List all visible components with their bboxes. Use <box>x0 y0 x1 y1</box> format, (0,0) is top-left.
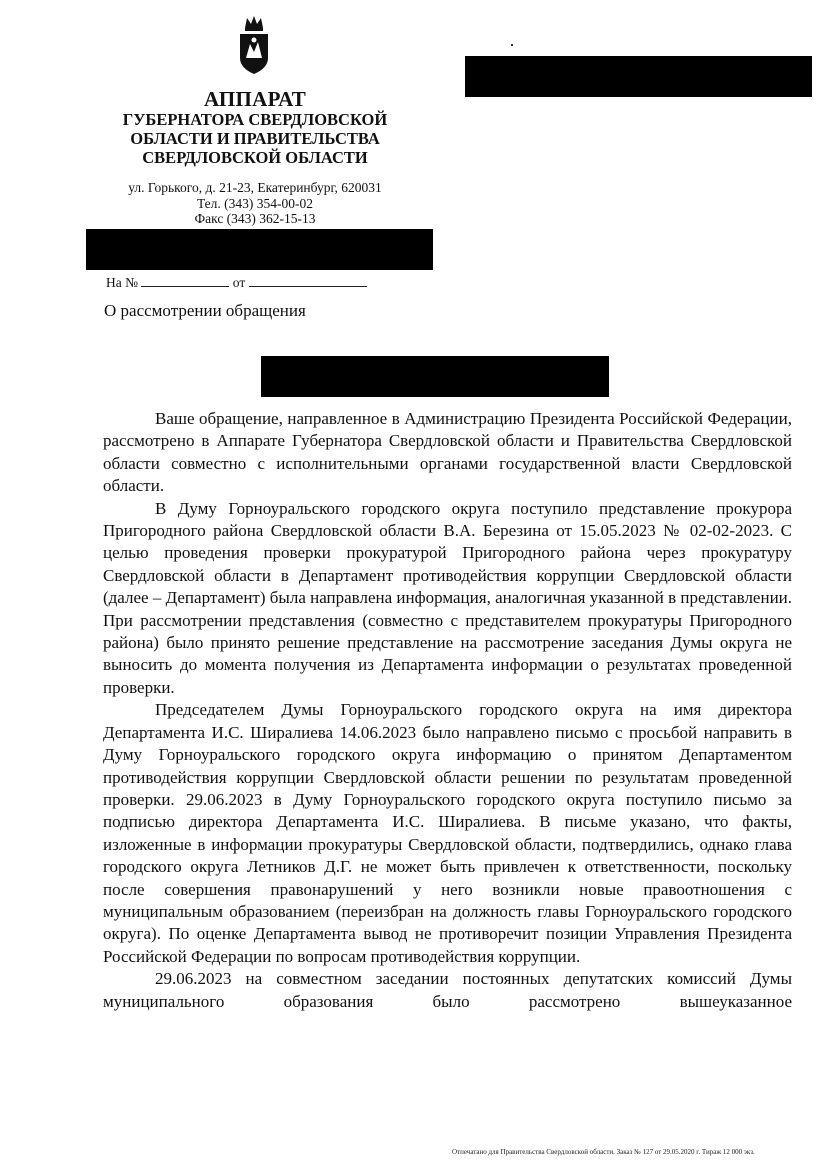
address-block <box>100 180 410 227</box>
paragraph-1: Ваше обращение, направленное в Администрацию Президента Российской Федерации, рассмотрено в Аппарате Губернатора Свердловской области и Правительства Свердловской области совместно с исполнительными органами государственной власти Свердловской области. <box>103 409 792 496</box>
paragraph-4: 29.06.2023 на совместном заседании постоянных депутатских комиссий Думы муниципального образования было рассмотрено вышеуказанное <box>103 969 792 1011</box>
scan-speck <box>511 44 513 46</box>
org-line-2: ОБЛАСТИ И ПРАВИТЕЛЬСТВА <box>130 129 380 148</box>
phone: Тел. (343) 354-00-02 <box>196 195 314 211</box>
paragraph-2: В Думу Горноуральского городского округа поступило представление прокурора Пригородного района Свердловской области В.А. Березина от 15.05.2023 № 02-02-2023. С целью проведения проверки прокуратурой Пригородного района через прокуратуру Свердловской области в Департамент противодействия коррупции Свердловской области (далее – Департамент) была направлена информация, аналогичная указанной в представлении. При рассмотрении представления (совместно с представителем прокуратуры Пригородного района) было принято решение представление на рассмотрение заседания Думы округа не выносить до момента получения из Департамента информации о результатах проведенной проверки. <box>103 498 793 697</box>
org-title: АППАРАТ <box>203 87 307 111</box>
reference-date-blank <box>249 275 367 287</box>
sverdlovsk-coat-of-arms-icon <box>236 14 272 76</box>
reference-line <box>106 275 367 291</box>
letter-body <box>103 408 792 1013</box>
reference-no-blank <box>141 275 229 287</box>
paragraph-3: Председателем Думы Горноуральского городского округа на имя директора Департамента И.С. Ширалиева 14.06.2023 было направлено письмо с просьбой направить в Думу Горноуральского городского округа информацию о принятом Департаментом противодействия коррупции Свердловской области решении по результатам проведенной проверки. 29.06.2023 в Думу Горноуральского городского округа поступило письмо за подписью директора Департамента И.С. Ширалиева. В письме указано, что факты, изложенные в информации прокуратуры Свердловской области, подтвердились, однако глава городского округа Летников Д.Г. не может быть привлечен к ответственности, поскольку после совершения правонарушений у него возникли новые правоотношения с муниципальным образованием (переизбран на должность главы Горноуральского городского округа). По оценке Департамента вывод не противоречит позиции Управления Президента Российской Федерации по вопросам противодействия коррупции. <box>103 700 792 966</box>
address: ул. Горького, д. 21-23, Екатеринбург, 620031 <box>128 180 382 195</box>
organization-header <box>100 88 410 167</box>
org-line-3: СВЕРДЛОВСКОЙ ОБЛАСТИ <box>142 148 368 167</box>
redaction-recipient <box>465 56 812 97</box>
fax: Факс (343) 362-15-13 <box>194 211 316 226</box>
footer-print-note: Отпечатано для Правительства Свердловской области. Заказ № 127 от 29.05.2020 г. Тираж 12 000 экз. <box>452 1148 755 1156</box>
subject-line: О рассмотрении обращения <box>104 301 306 320</box>
redaction-outgoing-number <box>86 229 433 270</box>
org-line-1: ГУБЕРНАТОРА СВЕРДЛОВСКОЙ <box>122 110 388 129</box>
reference-from-label: от <box>232 275 246 290</box>
reference-no-label: На № <box>106 275 138 290</box>
redaction-addressee-name <box>261 356 609 397</box>
